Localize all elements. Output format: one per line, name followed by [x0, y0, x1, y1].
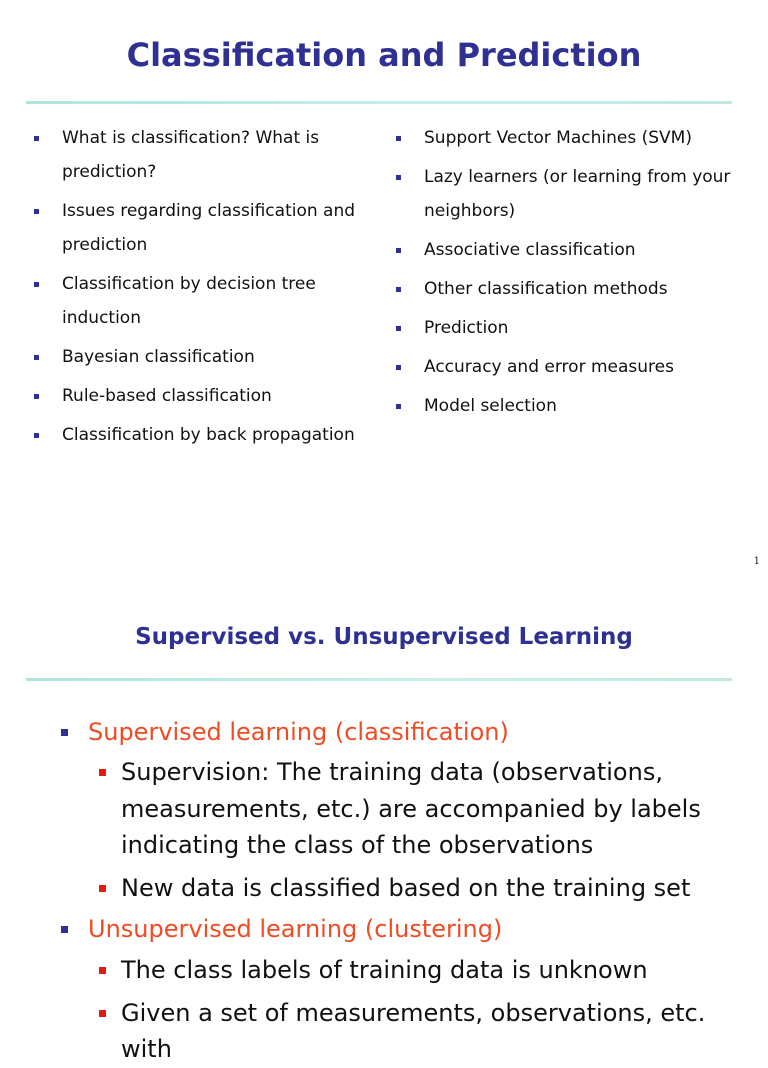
- section-heading: Unsupervised learning (clustering): [0, 911, 768, 947]
- list-item: Rule-based classification: [33, 379, 373, 413]
- square-bullet-icon: [61, 729, 68, 736]
- list-item: What is classification? What is prediction?: [33, 121, 373, 189]
- square-bullet-icon: [61, 926, 68, 933]
- list-item: Classification by decision tree induction: [33, 267, 373, 335]
- topic-list-right: [395, 121, 735, 428]
- page-number: 1: [753, 556, 760, 567]
- sub-point: Supervision: The training data (observations, measurements, etc.) are accompanied by labels indicating the class of the observations: [0, 754, 768, 864]
- square-bullet-icon: [99, 885, 106, 892]
- sub-point: The class labels of training data is unknown: [0, 952, 768, 989]
- sub-point: New data is classified based on the training set: [0, 870, 768, 907]
- list-item: Classification by back propagation: [33, 418, 373, 452]
- list-item: Associative classification: [395, 233, 735, 267]
- square-bullet-icon: [34, 282, 39, 287]
- slide-2: [0, 600, 768, 1063]
- list-item: Issues regarding classification and prediction: [33, 194, 373, 262]
- square-bullet-icon: [396, 175, 401, 180]
- square-bullet-icon: [99, 967, 106, 974]
- list-item: Prediction: [395, 311, 735, 345]
- topic-list-left: [33, 121, 373, 457]
- square-bullet-icon: [396, 404, 401, 409]
- square-bullet-icon: [99, 1010, 106, 1017]
- list-item: Bayesian classification: [33, 340, 373, 374]
- square-bullet-icon: [396, 287, 401, 292]
- list-item: Lazy learners (or learning from your neighbors): [395, 160, 735, 228]
- list-item: Support Vector Machines (SVM): [395, 121, 735, 155]
- title-divider: [26, 101, 732, 104]
- square-bullet-icon: [396, 326, 401, 331]
- square-bullet-icon: [396, 365, 401, 370]
- list-item: Accuracy and error measures: [395, 350, 735, 384]
- list-item: Other classification methods: [395, 272, 735, 306]
- square-bullet-icon: [99, 769, 106, 776]
- slide-body: [0, 714, 768, 1068]
- slide-title: Classification and Prediction: [126, 36, 642, 74]
- square-bullet-icon: [34, 394, 39, 399]
- square-bullet-icon: [396, 136, 401, 141]
- list-item: Model selection: [395, 389, 735, 423]
- title-divider: [26, 678, 732, 681]
- square-bullet-icon: [396, 248, 401, 253]
- section-heading: Supervised learning (classification): [0, 714, 768, 750]
- sub-point: Given a set of measurements, observations, etc. with: [0, 995, 768, 1068]
- square-bullet-icon: [34, 136, 39, 141]
- square-bullet-icon: [34, 209, 39, 214]
- square-bullet-icon: [34, 355, 39, 360]
- slide-title: Supervised vs. Unsupervised Learning: [135, 624, 633, 650]
- square-bullet-icon: [34, 433, 39, 438]
